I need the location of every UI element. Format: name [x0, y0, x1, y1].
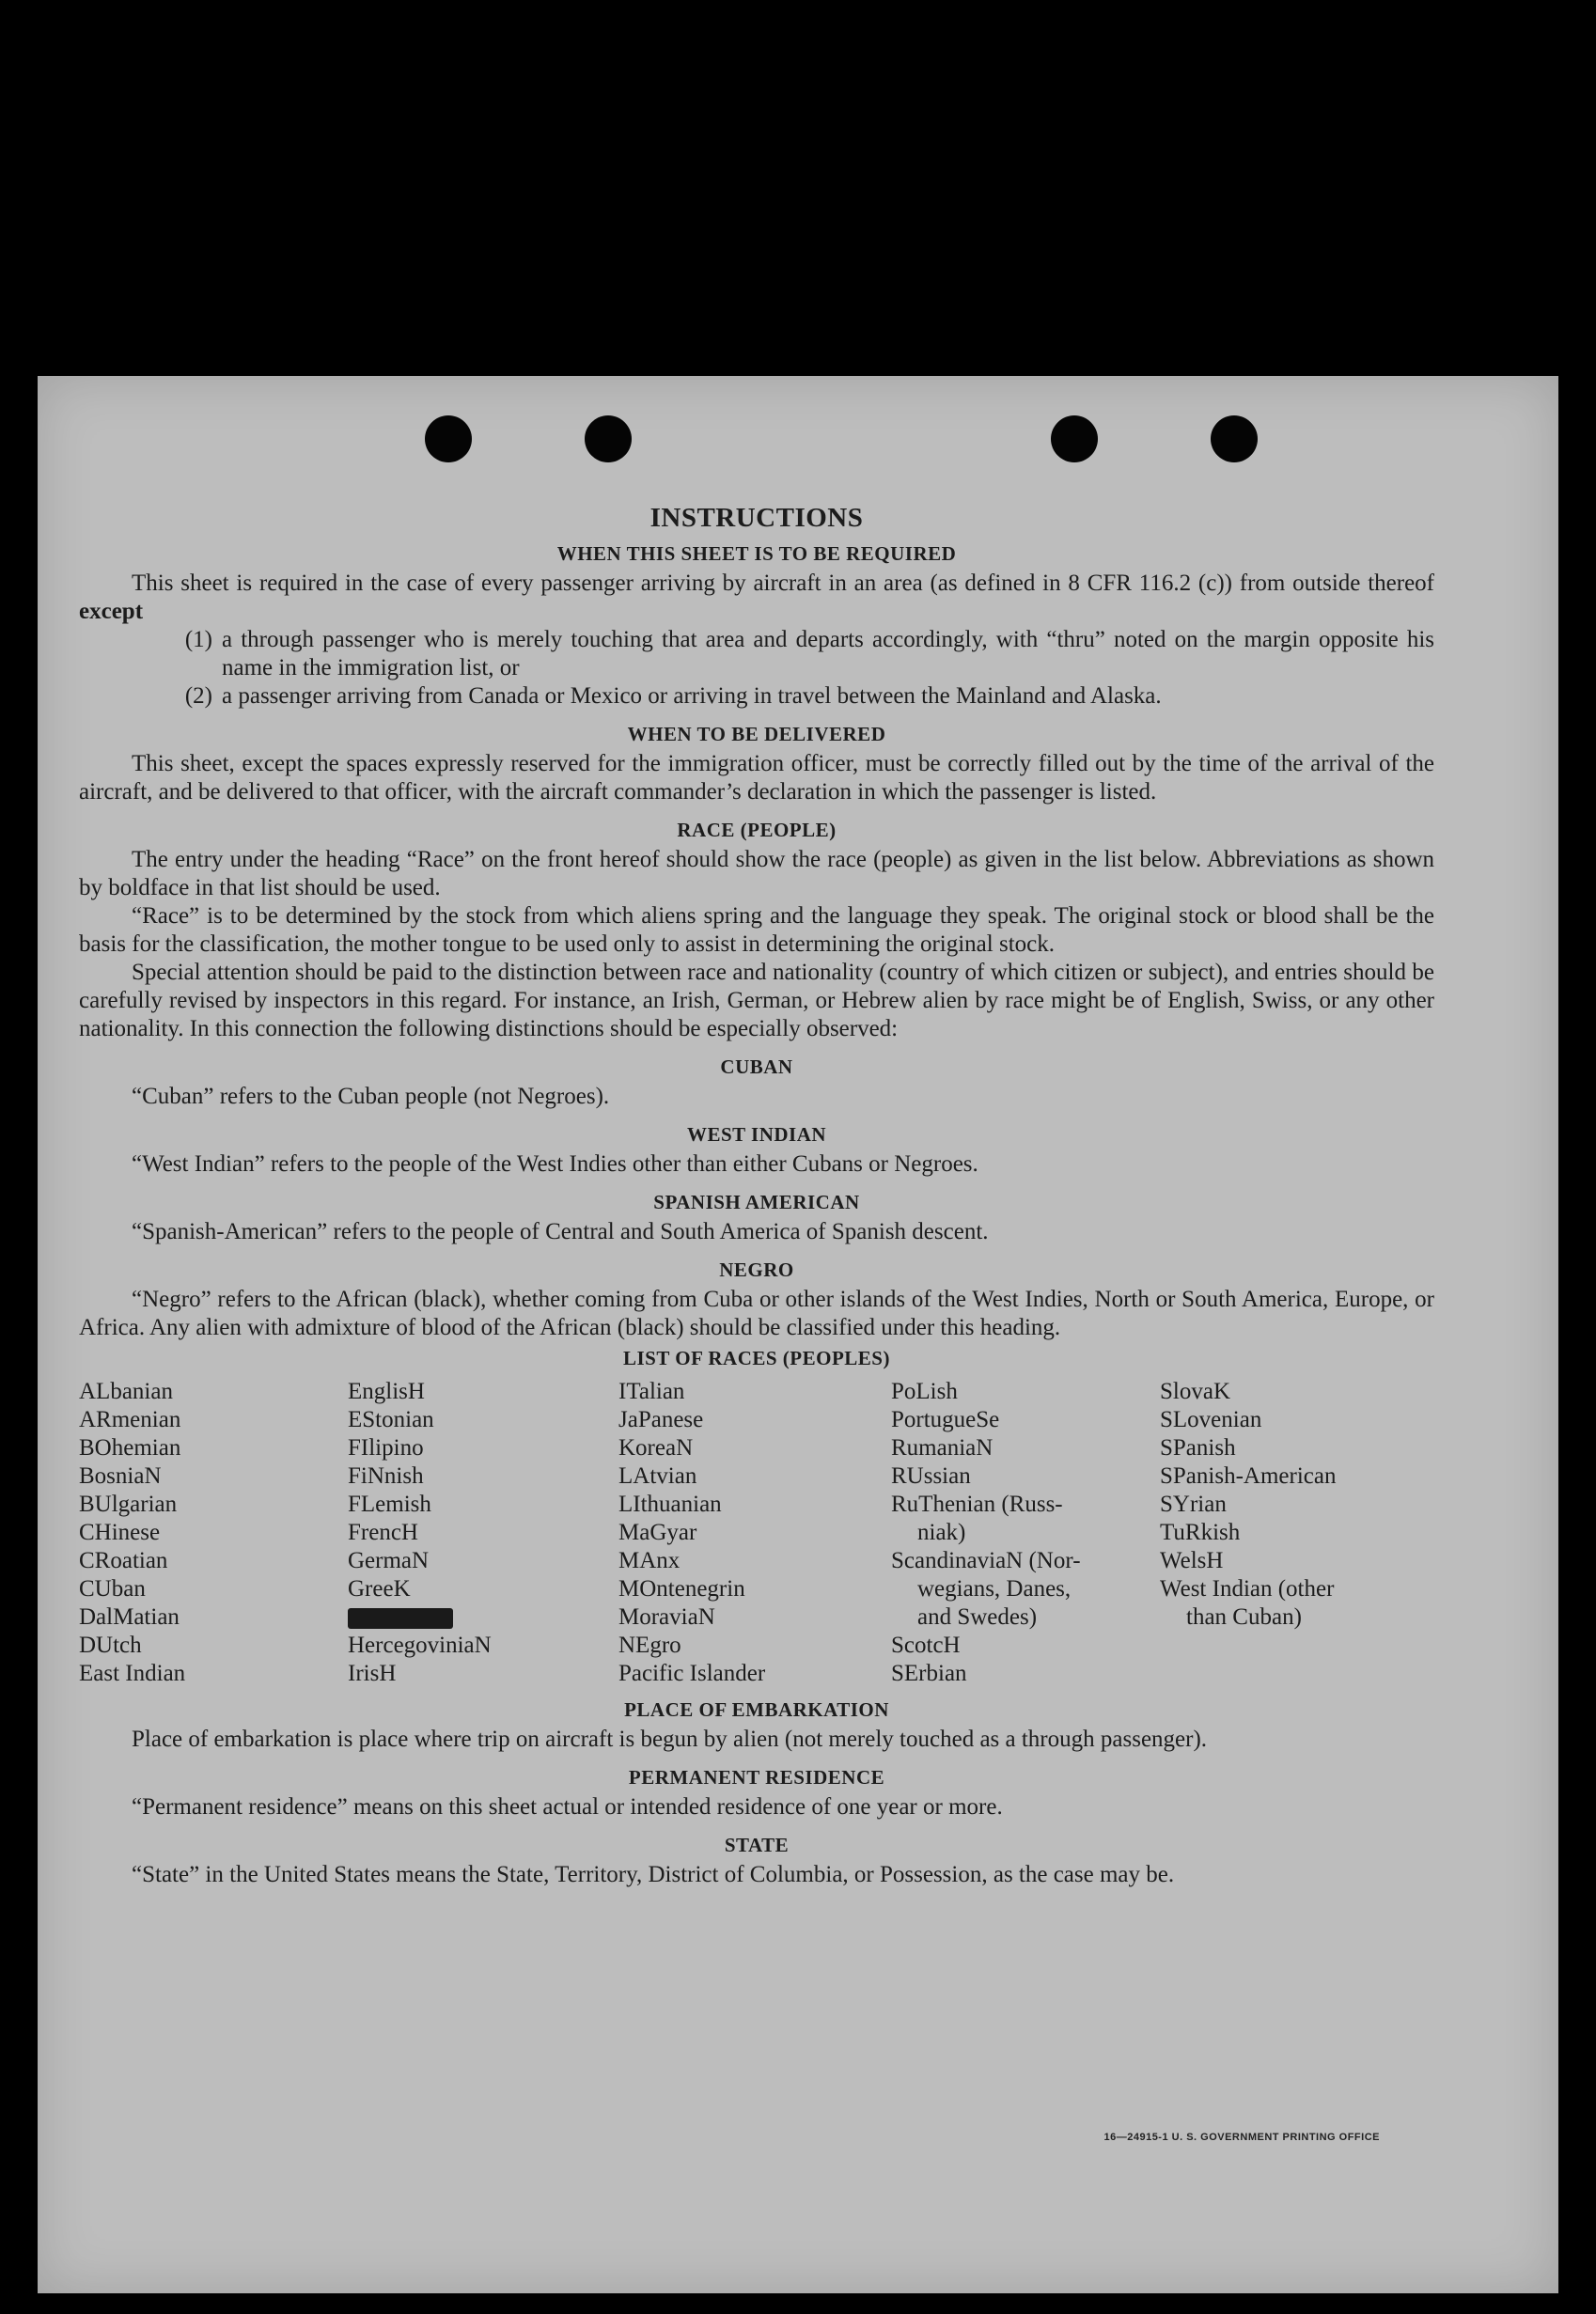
race-paragraph-2: “Race” is to be determined by the stock from which aliens spring and the language they speak. The original stock or blood shall be the basis for the classification, the mother tongue to be used only to assist in determining the original stock.	[79, 903, 1434, 957]
heading-cuban: CUBAN	[720, 1055, 793, 1078]
race-entry-continued: wegians, Danes,	[917, 1576, 1072, 1602]
race-entry: RumaniaN	[891, 1435, 994, 1461]
race-entry: FiNnish	[348, 1463, 424, 1489]
cuban-text: “Cuban” refers to the Cuban people (not Negroes).	[132, 1084, 610, 1109]
race-entry: SErbian	[891, 1661, 967, 1686]
races-column-1	[79, 1378, 348, 1688]
race-entry: ScandinaviaN (Nor-	[891, 1548, 1081, 1573]
race-entry: PoLish	[891, 1379, 958, 1404]
punch-hole	[1211, 415, 1258, 462]
race-entry: PortugueSe	[891, 1407, 1000, 1432]
race-entry: West Indian (other	[1160, 1576, 1335, 1602]
race-entry: BosniaN	[79, 1463, 162, 1489]
heading-state: STATE	[724, 1834, 790, 1856]
instructions-content	[79, 504, 1434, 1889]
race-entry: ALbanian	[79, 1379, 173, 1404]
west-indian-text: “West Indian” refers to the people of the West Indies other than either Cubans or Negroes.	[132, 1151, 978, 1177]
race-entry: SlovaK	[1160, 1379, 1230, 1404]
race-entry: GreeK	[348, 1576, 411, 1602]
race-entry: RuThenian (Russ-	[891, 1492, 1063, 1517]
race-entry: MoraviaN	[618, 1604, 715, 1630]
race-entry: MOntenegrin	[618, 1576, 745, 1602]
race-entry: ITalian	[618, 1379, 685, 1404]
race-entry: DalMatian	[79, 1604, 180, 1630]
race-entry: East Indian	[79, 1661, 186, 1686]
race-entry: LAtvian	[618, 1463, 697, 1489]
race-entry: BOhemian	[79, 1435, 181, 1461]
race-entry: FIlipino	[348, 1435, 424, 1461]
races-column-4	[891, 1378, 1160, 1688]
punch-hole	[585, 415, 632, 462]
when-required-intro: This sheet is required in the case of every passenger arriving by aircraft in an area (as defined in 8 CFR 116.2 (c)) from outside thereof except	[79, 571, 1434, 624]
race-entry: RUssian	[891, 1463, 971, 1489]
residence-text: “Permanent residence” means on this sheet actual or intended residence of one year or more.	[132, 1794, 1003, 1820]
race-entry-redacted	[348, 1603, 618, 1632]
race-entry-continued: and Swedes)	[917, 1604, 1038, 1630]
spanish-american-text: “Spanish-American” refers to the people of Central and South America of Spanish descent.	[132, 1219, 989, 1244]
heading-list-of-races: LIST OF RACES (PEOPLES)	[623, 1347, 890, 1369]
race-entry: KoreaN	[618, 1435, 694, 1461]
state-text: “State” in the United States means the State, Territory, District of Columbia, or Possession, as the case may be.	[132, 1862, 1175, 1887]
when-required-item-2: (2) a passenger arriving from Canada or Mexico or arriving in travel between the Mainland and Alaska.	[184, 683, 1162, 709]
races-column-5	[1160, 1378, 1434, 1688]
heading-negro: NEGRO	[719, 1259, 794, 1281]
races-list	[79, 1378, 1434, 1688]
race-entry: SLovenian	[1160, 1407, 1262, 1432]
race-entry: DUtch	[79, 1633, 142, 1658]
race-entry: CRoatian	[79, 1548, 168, 1573]
punch-hole	[425, 415, 472, 462]
race-entry-continued: than Cuban)	[1186, 1604, 1302, 1630]
heading-embarkation: PLACE OF EMBARKATION	[624, 1698, 889, 1721]
race-entry: IrisH	[348, 1661, 397, 1686]
when-required-item-1: (1) a through passenger who is merely touching that area and departs accordingly, with “thru” noted on the margin opposite his name in the immigration list, or	[184, 627, 1434, 680]
page-title: INSTRUCTIONS	[649, 503, 864, 533]
race-entry: EnglisH	[348, 1379, 425, 1404]
race-entry: SPanish	[1160, 1435, 1236, 1461]
race-entry: GermaN	[348, 1548, 430, 1573]
heading-race: RACE (PEOPLE)	[677, 819, 837, 841]
heading-west-indian: WEST INDIAN	[686, 1123, 827, 1146]
embarkation-text: Place of embarkation is place where trip on aircraft is begun by alien (not merely touched as a through passenger).	[132, 1727, 1208, 1752]
race-entry: FrencH	[348, 1520, 418, 1545]
race-entry: JaPanese	[618, 1407, 704, 1432]
race-entry: WelsH	[1160, 1548, 1224, 1573]
race-entry: TuRkish	[1160, 1520, 1241, 1545]
race-entry: NEgro	[618, 1633, 681, 1658]
race-entry: ARmenian	[79, 1407, 181, 1432]
race-paragraph-3: Special attention should be paid to the distinction between race and nationality (country of which citizen or subject), and entries should be carefully revised by inspectors in this regard. For instance, an Irish, German, or Hebrew alien by race might be of English, Swiss, or any other nationality. In this connection the following distinctions should be especially observed:	[79, 960, 1434, 1041]
race-entry: ScotcH	[891, 1633, 961, 1658]
race-entry: MaGyar	[618, 1520, 697, 1545]
heading-when-delivered: WHEN TO BE DELIVERED	[627, 723, 886, 745]
redaction-mark	[348, 1608, 453, 1629]
race-entry-continued: niak)	[917, 1520, 966, 1545]
negro-text: “Negro” refers to the African (black), whether coming from Cuba or other islands of the West Indies, North or South America, Europe, or Africa. Any alien with admixture of blood of the African (black) should be classified under this heading.	[79, 1287, 1434, 1340]
race-entry: SPanish-American	[1160, 1463, 1337, 1489]
heading-when-required: WHEN THIS SHEET IS TO BE REQUIRED	[556, 542, 957, 565]
race-entry: Pacific Islander	[618, 1661, 766, 1686]
race-entry: LIthuanian	[618, 1492, 722, 1517]
race-entry: EStonian	[348, 1407, 434, 1432]
race-entry: HercegoviniaN	[348, 1633, 492, 1658]
race-entry: SYrian	[1160, 1492, 1227, 1517]
document-sheet	[38, 376, 1558, 2293]
race-entry: MAnx	[618, 1548, 681, 1573]
races-column-2	[348, 1378, 618, 1688]
race-entry: FLemish	[348, 1492, 431, 1517]
race-entry: CHinese	[79, 1520, 161, 1545]
race-entry: CUban	[79, 1576, 146, 1602]
race-paragraph-1: The entry under the heading “Race” on the front hereof should show the race (people) as given in the list below. Abbreviations as shown by boldface in that list should be used.	[79, 847, 1434, 900]
punch-hole	[1051, 415, 1098, 462]
heading-permanent-residence: PERMANENT RESIDENCE	[628, 1766, 885, 1789]
heading-spanish-american: SPANISH AMERICAN	[653, 1191, 860, 1213]
printing-office-code: 16—24915-1 U. S. GOVERNMENT PRINTING OFFICE	[1103, 2132, 1380, 2143]
when-delivered-text: This sheet, except the spaces expressly reserved for the immigration officer, must be correctly filled out by the time of the arrival of the aircraft, and be delivered to that officer, with the aircraft commander’s declaration in which the passenger is listed.	[79, 751, 1434, 805]
races-column-3	[618, 1378, 891, 1688]
race-entry: BUlgarian	[79, 1492, 178, 1517]
